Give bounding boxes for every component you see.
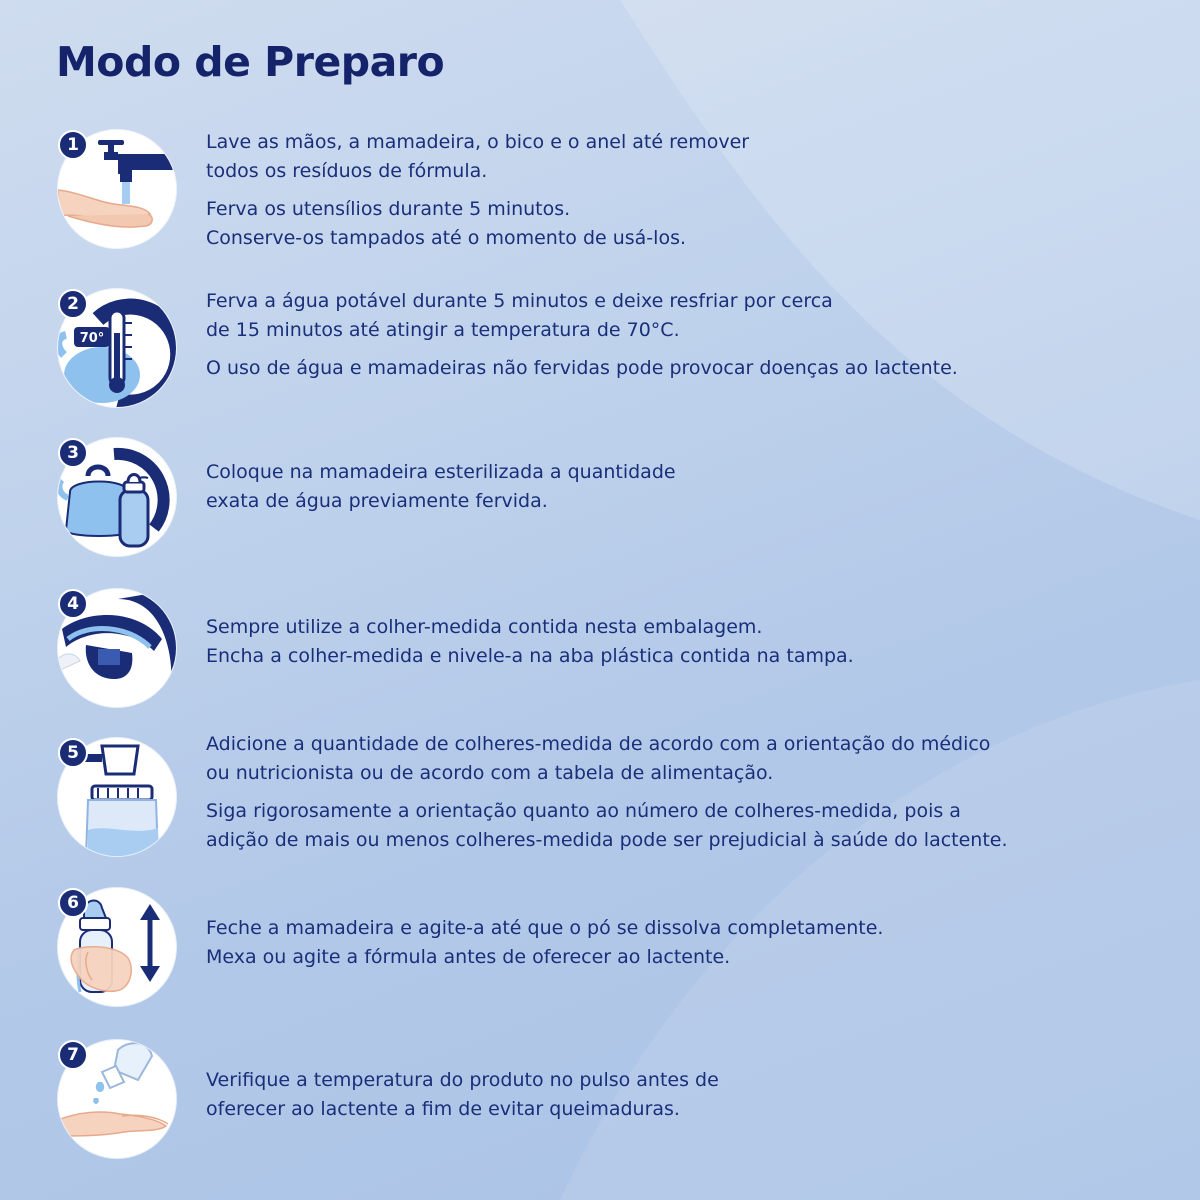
step-7-paragraph-1: Verifique a temperatura do produto no pulso antes de oferecer ao lactente a fim de evitar queimaduras. xyxy=(206,1069,719,1120)
step-4-paragraph-1: Sempre utilize a colher-medida contida nesta embalagem. Encha a colher-medida e nivele-a na aba plástica contida na tampa. xyxy=(206,616,854,667)
step-5-paragraph-2: Siga rigorosamente a orientação quanto ao número de colheres-medida, pois a adição de mais ou menos colheres-medida pode ser prejudicial à saúde do lactente. xyxy=(206,800,1008,851)
step-1-paragraph-2: Ferva os utensílios durante 5 minutos. Conserve-os tampados até o momento de usá-los. xyxy=(206,198,687,249)
step-2-paragraph-2: O uso de água e mamadeiras não fervidas pode provocar doenças ao lactente. xyxy=(206,357,958,379)
step-3-number: 3 xyxy=(58,438,88,468)
page-title: Modo de Preparo xyxy=(56,38,445,86)
step-1-paragraph-1: Lave as mãos, a mamadeira, o bico e o anel até remover todos os resíduos de fórmula. xyxy=(206,131,750,182)
step-7-number: 7 xyxy=(58,1040,88,1070)
step-6-paragraph-1: Feche a mamadeira e agite-a até que o pó se dissolva completamente. Mexa ou agite a fórmula antes de oferecer ao lactente. xyxy=(206,917,884,968)
step-7-illustration xyxy=(56,1038,178,1160)
temperature-badge: 70° xyxy=(79,331,105,346)
step-6-number: 6 xyxy=(58,888,88,918)
step-5-number: 5 xyxy=(58,738,88,768)
step-1-illustration xyxy=(56,128,178,250)
step-5-paragraph-1: Adicione a quantidade de colheres-medida de acordo com a orientação do médico ou nutricionista ou de acordo com a tabela de alimentação. xyxy=(206,733,991,784)
step-5-illustration xyxy=(56,736,178,858)
step-1-number: 1 xyxy=(58,130,88,160)
step-4-illustration xyxy=(56,587,178,709)
step-3-illustration xyxy=(56,436,178,558)
step-4-number: 4 xyxy=(58,589,88,619)
step-2-illustration xyxy=(56,287,178,409)
step-2-number: 2 xyxy=(58,289,88,319)
step-6-illustration xyxy=(56,886,178,1008)
step-2-paragraph-1: Ferva a água potável durante 5 minutos e deixe resfriar por cerca de 15 minutos até atingir a temperatura de 70°C. xyxy=(206,290,833,341)
step-3-paragraph-1: Coloque na mamadeira esterilizada a quantidade exata de água previamente fervida. xyxy=(206,461,676,512)
